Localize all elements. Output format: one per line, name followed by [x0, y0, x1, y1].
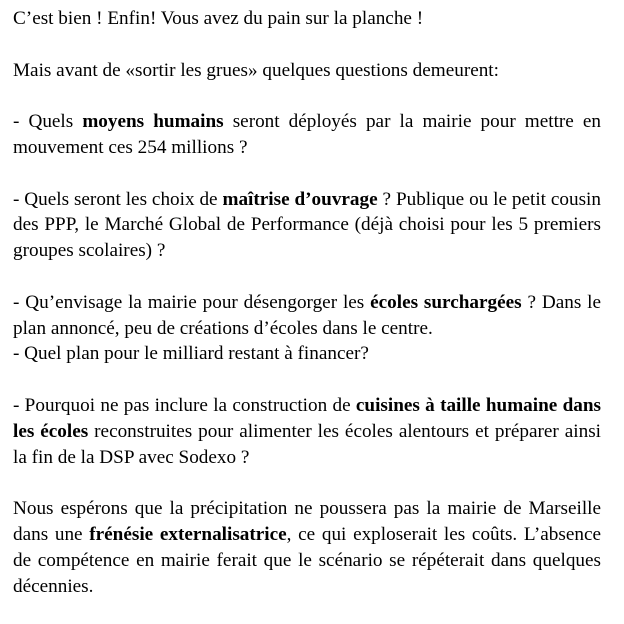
question-text: - Pourquoi ne pas inclure la construction de — [13, 394, 356, 416]
closing-text: Nous espérons que la précipitation ne poussera pas la mairie de Marseille dans une — [13, 498, 601, 545]
intro-paragraph: C’est bien ! Enfin! Vous avez du pain sur la planche ! — [13, 8, 424, 29]
closing-text: , ce qui exploserait les coûts. L’absence de compétence en mairie ferait que le scénario se répéterait dans quelques décennies. — [13, 523, 601, 597]
question-ecoles-surchargees — [13, 290, 601, 342]
question-text: - Qu’envisage la mairie pour désengorger les — [13, 291, 371, 313]
question-milliard: - Quel plan pour le milliard restant à financer? — [13, 343, 369, 365]
question-text: - Quels seront les choix de — [13, 188, 223, 210]
question-text: ? Publique ou le petit cousin des PPP, le Marché Global de Performance (déjà choisi pour les 5 premiers groupes scolaires) ? — [13, 188, 601, 262]
questions-intro-paragraph: Mais avant de «sortir les grues» quelques questions demeurent: — [13, 59, 499, 81]
question-emphasis: maîtrise d’ouvrage — [222, 188, 378, 210]
closing-paragraph — [13, 496, 601, 599]
question-emphasis: moyens humains — [82, 111, 224, 133]
question-cuisines — [13, 393, 601, 470]
question-emphasis: écoles surchargées — [370, 291, 522, 313]
question-text: reconstruites pour alimenter les écoles alentours et préparer ainsi la fin de la DSP avec Sodexo ? — [13, 420, 601, 468]
question-text: seront déployés par la mairie pour mettre en mouvement ces 254 millions ? — [13, 111, 602, 158]
question-text: - Quels — [13, 111, 83, 133]
question-maitrise-ouvrage — [13, 187, 601, 264]
question-text: ? Dans le plan annoncé, peu de créations d’écoles dans le centre. — [13, 291, 601, 339]
question-emphasis: cuisines à taille humaine dans les écoles — [13, 394, 601, 442]
document-body — [13, 6, 601, 599]
question-moyens-humains — [13, 109, 601, 161]
closing-emphasis: frénésie externalisatrice — [89, 523, 287, 545]
